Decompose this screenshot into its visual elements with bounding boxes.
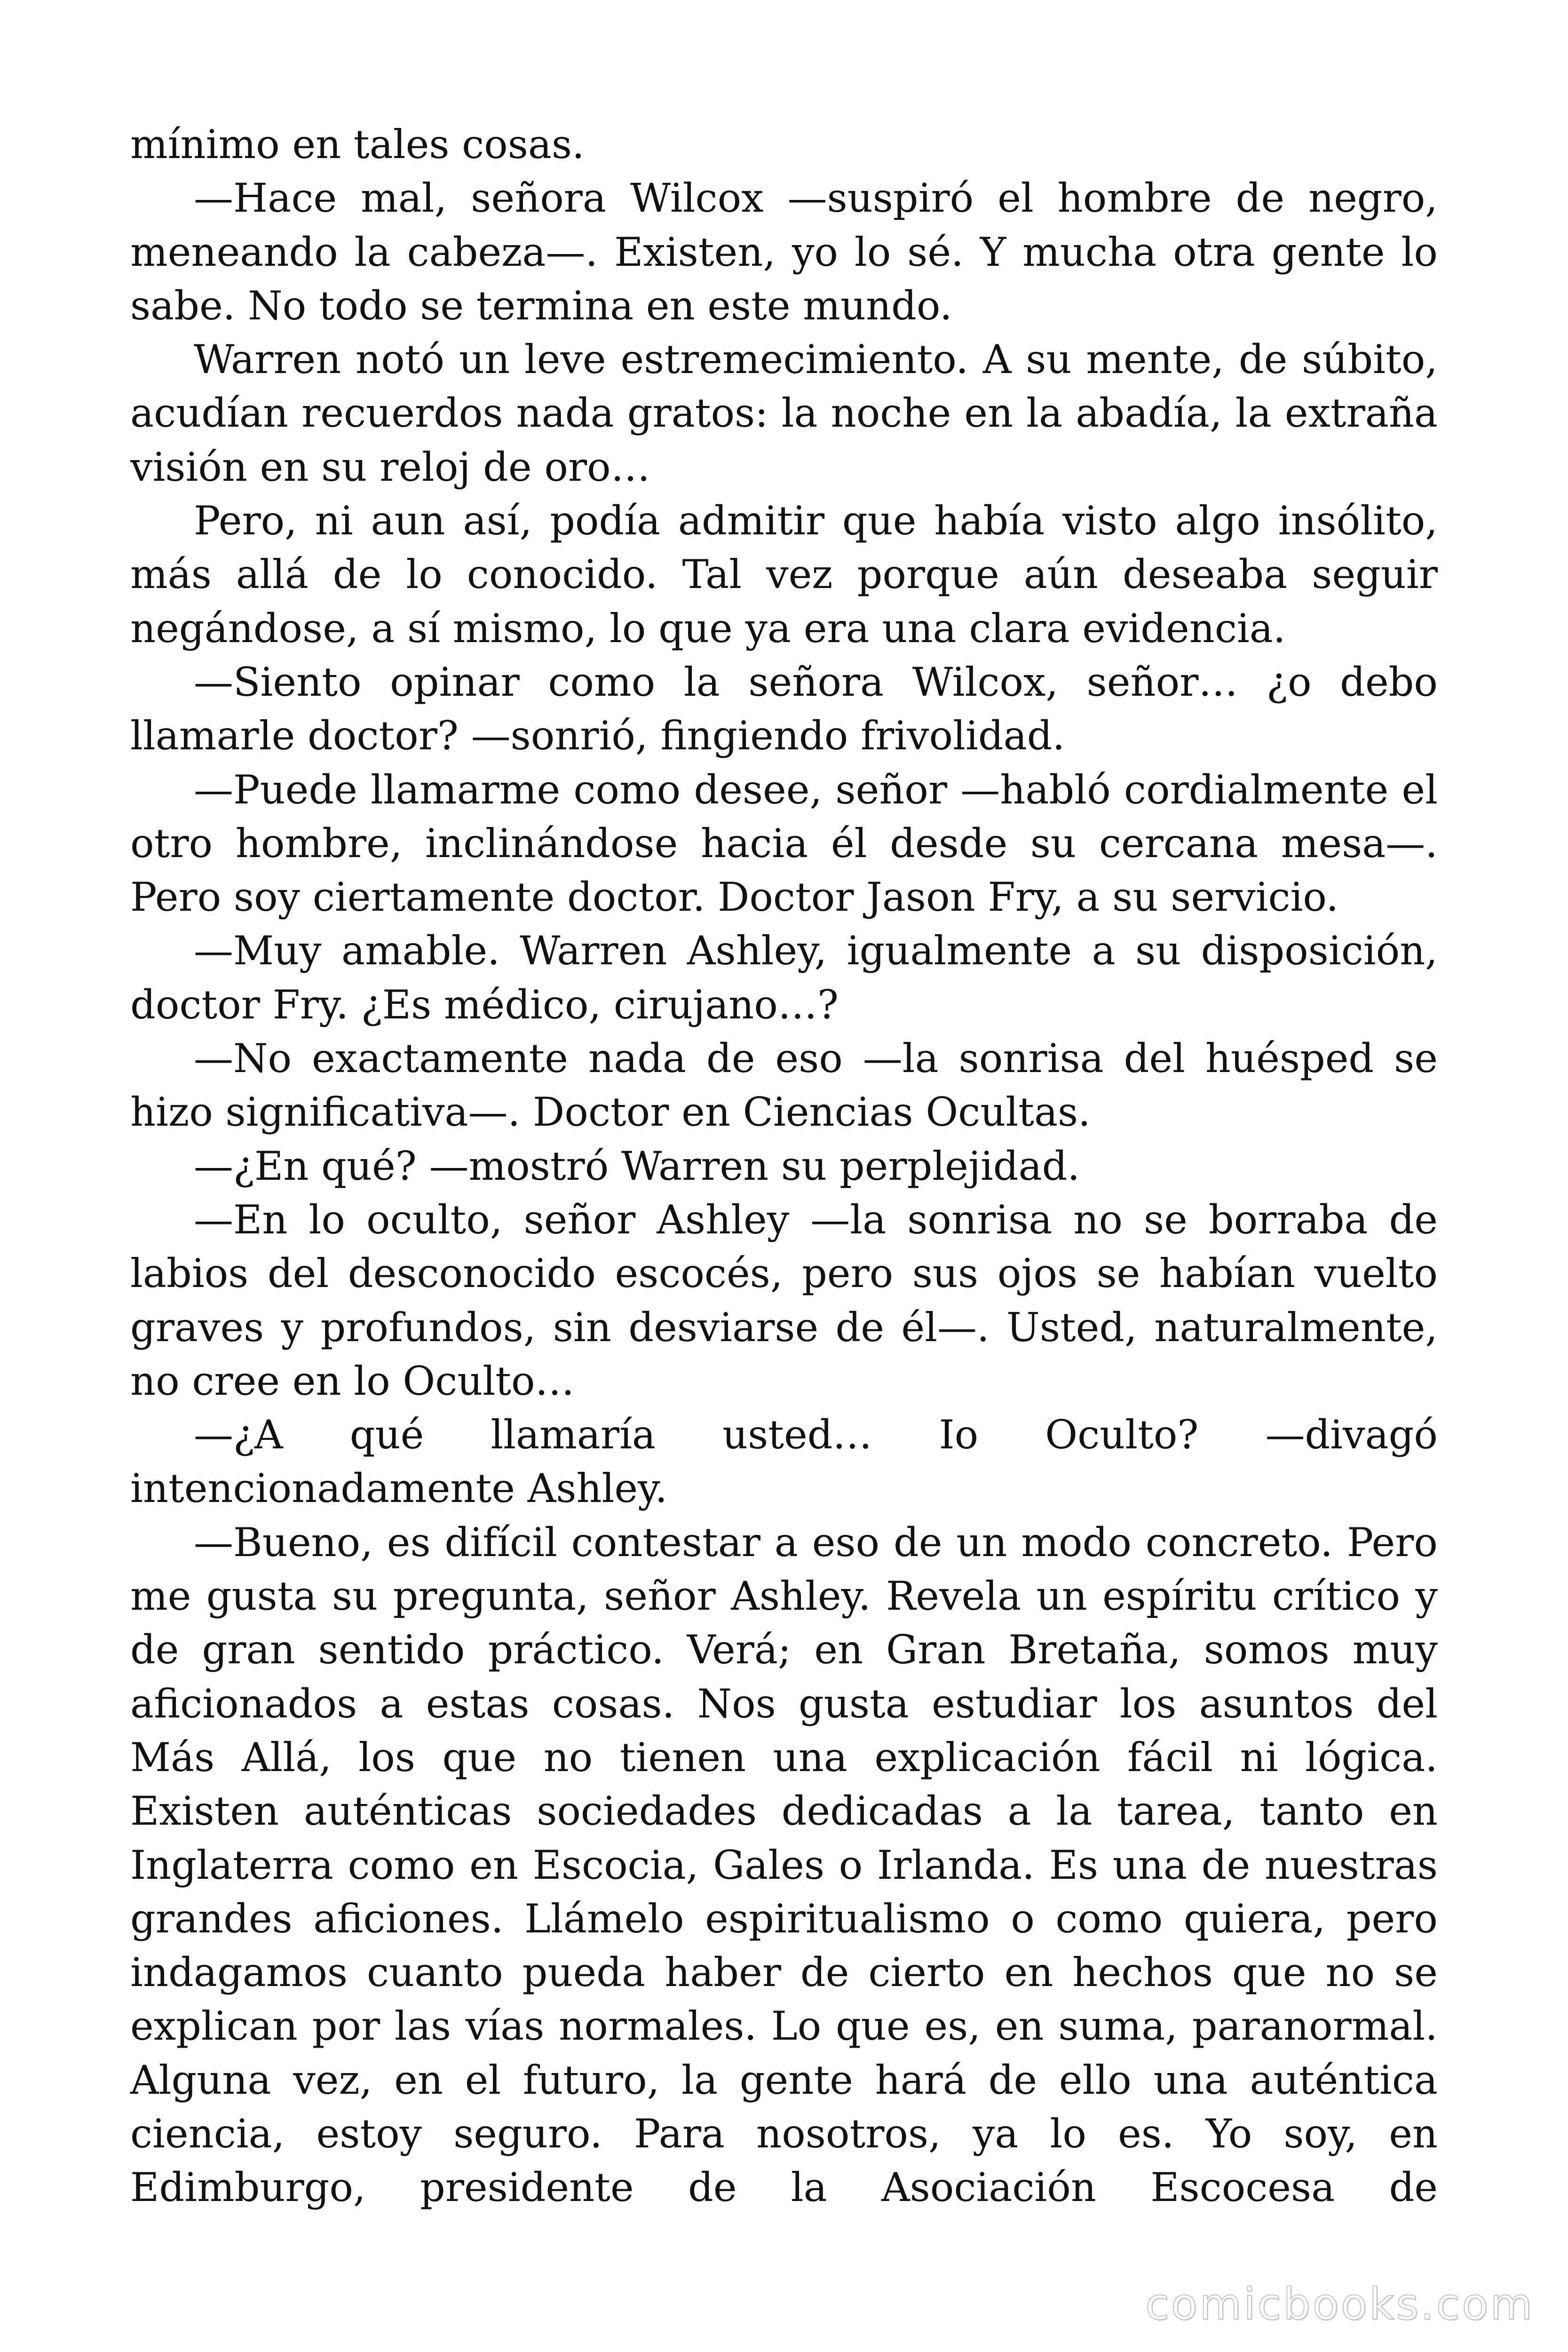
paragraph: —Muy amable. Warren Ashley, igualmente a su disposición, doctor Fry. ¿Es médico, cirujano…? [130, 928, 1438, 1028]
paragraph: Warren notó un leve estremecimiento. A su mente, de súbito, acudían recuerdos nada gratos: la noche en la abadía, la extraña visión en su reloj de oro… [130, 336, 1438, 490]
watermark: comicbooks.com [1145, 2279, 1534, 2329]
paragraph: —No exactamente nada de eso —la sonrisa del huésped se hizo significativa—. Doctor en Ciencias Ocultas. [130, 1035, 1438, 1136]
paragraph: —Siento opinar como la señora Wilcox, señor… ¿o debo llamarle doctor? —sonrió, fingiendo frivolidad. [130, 659, 1438, 759]
paragraph: —¿A qué llamaría usted… Io Oculto? —divagó intencionadamente Ashley. [130, 1412, 1438, 1512]
paragraph: Pero, ni aun así, podía admitir que había visto algo insólito, más allá de lo conocido. Tal vez porque aún deseaba seguir negándose, a sí mismo, lo que ya era una clara evidencia. [130, 498, 1438, 652]
paragraph: mínimo en tales cosas. [130, 121, 585, 167]
paragraph: —Puede llamarme como desee, señor —habló cordialmente el otro hombre, inclinándose hacia él desde su cercana mesa—. Pero soy ciertamente doctor. Doctor Jason Fry, a su servicio. [130, 766, 1438, 921]
paragraph: —En lo oculto, señor Ashley —la sonrisa no se borraba de labios del desconocido escocés, pero sus ojos se habían vuelto graves y profundos, sin desviarse de él—. Usted, naturalmente, no cree en lo Oculto… [130, 1196, 1438, 1404]
paragraph: —Bueno, es difícil contestar a eso de un modo concreto. Pero me gusta su pregunta, señor Ashley. Revela un espíritu crítico y de gran sentido práctico. Verá; en Gran Bretaña, somos muy aficionados a estas cosas. Nos gusta estudiar los asuntos del Más Allá, los que no tienen una explicación fácil ni lógica. Existen auténticas sociedades dedicadas a la tarea, tanto en Inglaterra como en Escocia, Gales o Irlanda. Es una de nuestras grandes aficiones. Llámelo espiritualismo o como quiera, pero indagamos cuanto pueda haber de cierto en hechos que no se explican por las vías normales. Lo que es, en suma, paranormal. Alguna vez, en el futuro, la gente hará de ello una auténtica ciencia, estoy seguro. Para nosotros, ya lo es. Yo soy, en Edimburgo, presidente de la Asociación Escocesa de [130, 1519, 1438, 2211]
paragraph: —¿En qué? —mostró Warren su perplejidad. [194, 1143, 1080, 1189]
paragraph: —Hace mal, señora Wilcox —suspiró el hombre de negro, meneando la cabeza—. Existen, yo lo sé. Y mucha otra gente lo sabe. No todo se termina en este mundo. [130, 175, 1438, 329]
body-text [130, 118, 1438, 2215]
